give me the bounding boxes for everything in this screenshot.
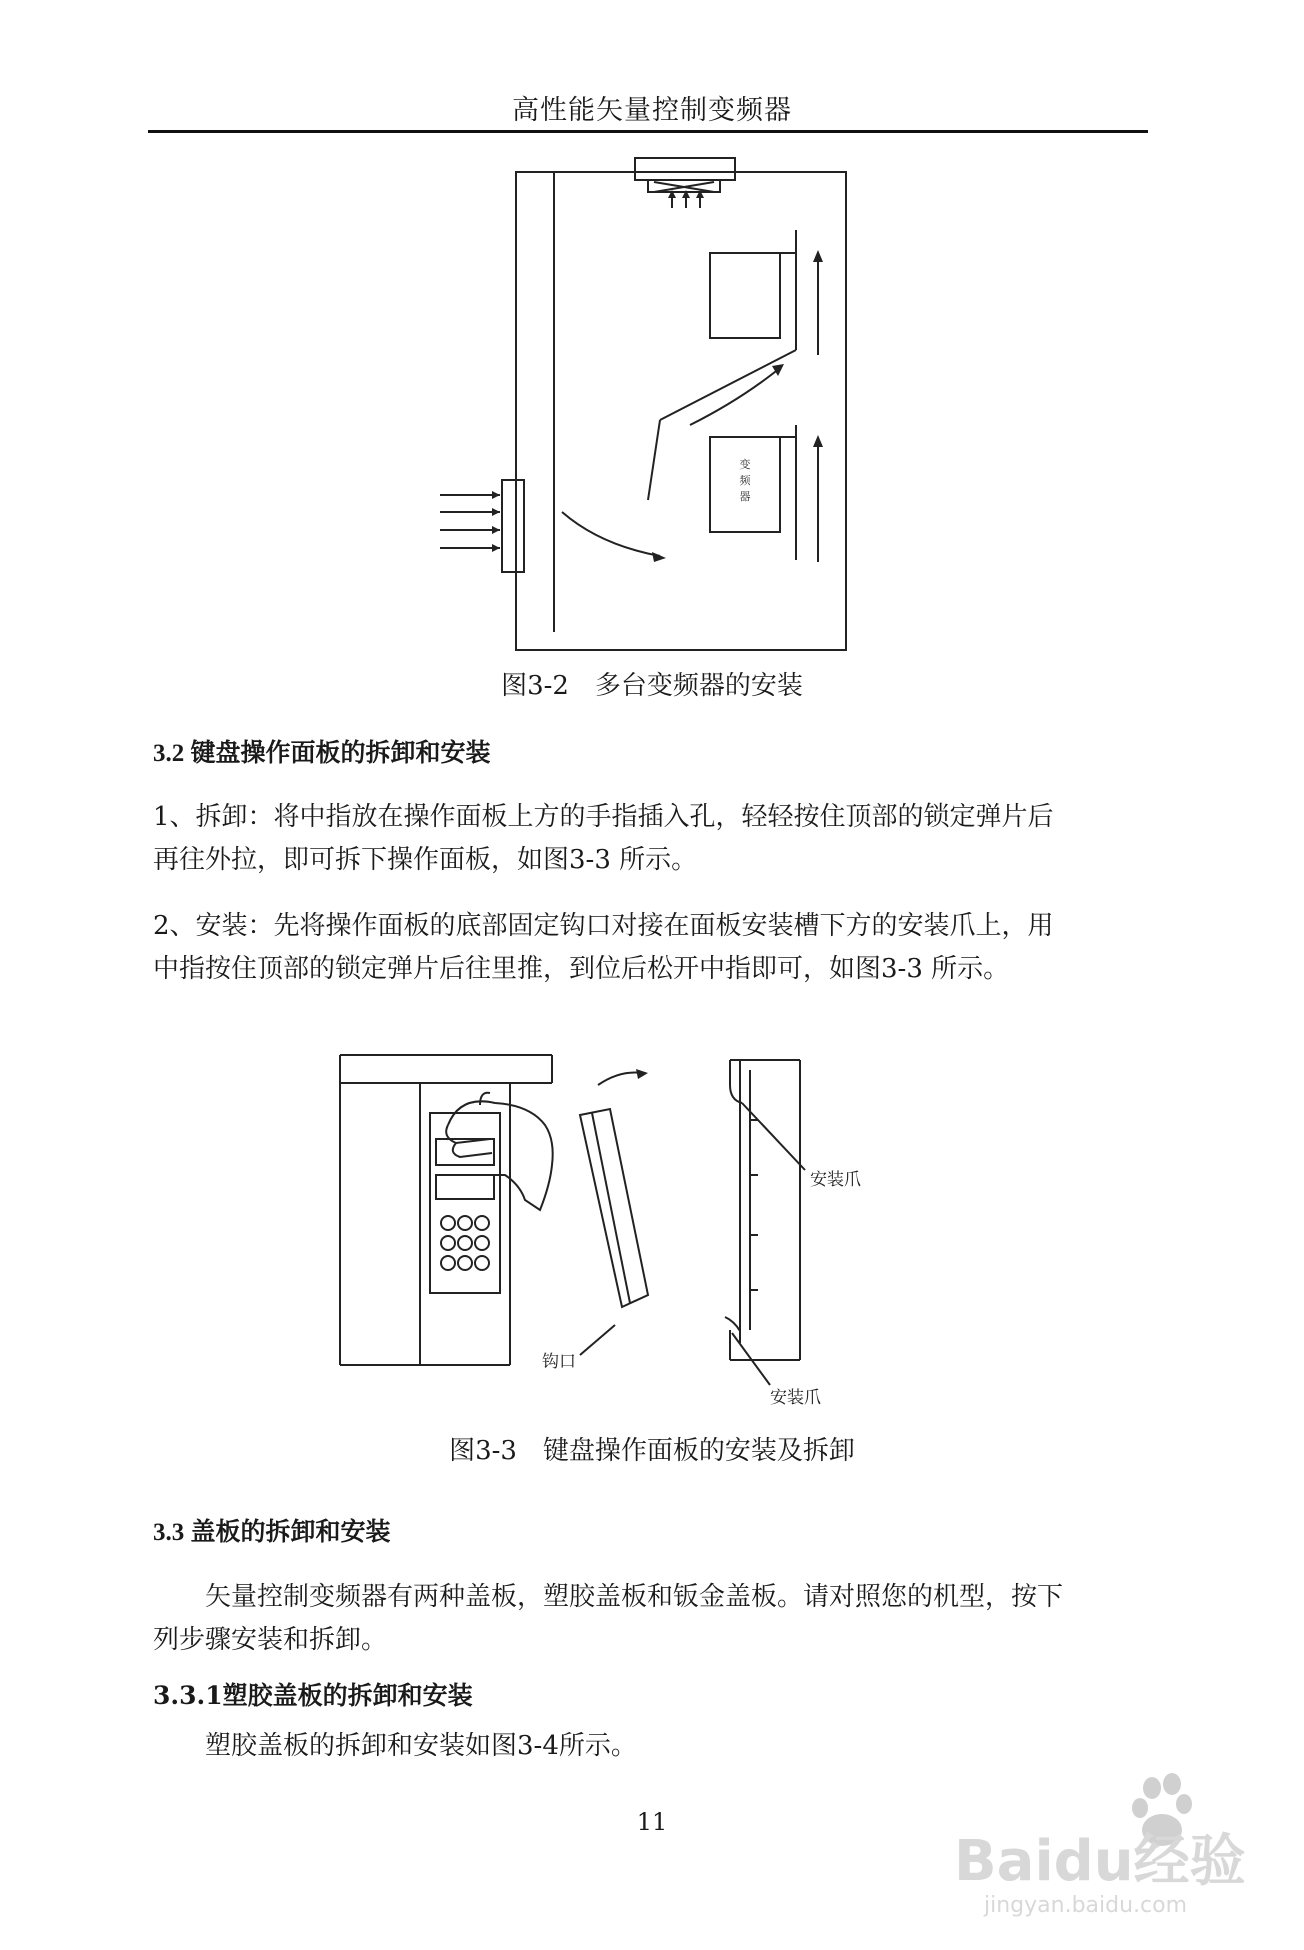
figure-3-2-caption: 图3-2 多台变频器的安装 <box>501 671 803 701</box>
running-header: 高性能矢量控制变频器 <box>512 95 792 126</box>
header-rule <box>148 130 1148 133</box>
paragraph-plastic-cover <box>153 1725 1153 1768</box>
svg-text:频: 频 <box>739 474 751 487</box>
section-3-2-heading: 3.2 键盘操作面板的拆卸和安装 <box>153 740 491 767</box>
paragraph-line: 列步骤安装和拆卸。 <box>153 1625 388 1655</box>
figure-3-3-caption: 图3-3 键盘操作面板的安装及拆卸 <box>449 1436 855 1466</box>
subsection-3-3-1-heading: 3.3.1塑胶盖板的拆卸和安装 <box>153 1681 473 1710</box>
watermark-url: jingyan.baidu.com <box>984 1893 1188 1918</box>
top-fan-housing <box>635 158 735 180</box>
section-3-3-heading: 3.3 盖板的拆卸和安装 <box>153 1519 391 1546</box>
figure-3-2-diagram <box>440 150 880 670</box>
label-claw-bottom: 安装爪 <box>770 1388 821 1405</box>
tilted-keypad-panel <box>580 1109 648 1307</box>
rotation-arrow <box>598 1073 642 1086</box>
paragraph-line: 2、安装：先将操作面板的底部固定钩口对接在面板安装槽下方的安装爪上，用 <box>153 911 1054 941</box>
label-hook: 钩口 <box>542 1352 576 1372</box>
paragraph-installation <box>153 905 1153 991</box>
watermark-brand: Baidu经验 <box>954 1829 1246 1894</box>
paragraph-removal <box>153 796 1153 882</box>
paragraph-line: 1、拆卸：将中指放在操作面板上方的手指插入孔，轻轻按住顶部的锁定弹片后 <box>153 802 1054 832</box>
bottom-clip <box>725 1317 740 1331</box>
baffle-diagonal <box>660 350 796 420</box>
upper-drive <box>710 253 780 338</box>
paragraph-line: 再往外拉，即可拆下操作面板，如图3-3 所示。 <box>153 845 698 875</box>
figure-3-3-diagram <box>330 1025 990 1405</box>
baidu-watermark <box>944 1770 1264 1920</box>
paragraph-line: 矢量控制变频器有两种盖板，塑胶盖板和钣金盖板。请对照您的机型，按下 <box>205 1582 1064 1612</box>
paragraph-line: 中指按住顶部的锁定弹片后往里推，到位后松开中指即可，如图3-3 所示。 <box>153 954 1010 984</box>
label-claw-top: 安装爪 <box>810 1170 861 1190</box>
lower-drive-label: 变 <box>739 458 751 471</box>
svg-text:器: 器 <box>739 490 751 503</box>
paragraph-cover-types <box>153 1576 1153 1619</box>
paragraph-cover-types-cont <box>153 1619 1153 1662</box>
paragraph-line: 塑胶盖板的拆卸和安装如图3-4所示。 <box>205 1731 637 1761</box>
bottom-curved-arrow <box>562 512 660 556</box>
inlet-grille <box>502 480 524 572</box>
claw-top-leader <box>742 1103 805 1170</box>
page-number: 11 <box>636 1808 668 1836</box>
hook-leader <box>580 1325 615 1355</box>
